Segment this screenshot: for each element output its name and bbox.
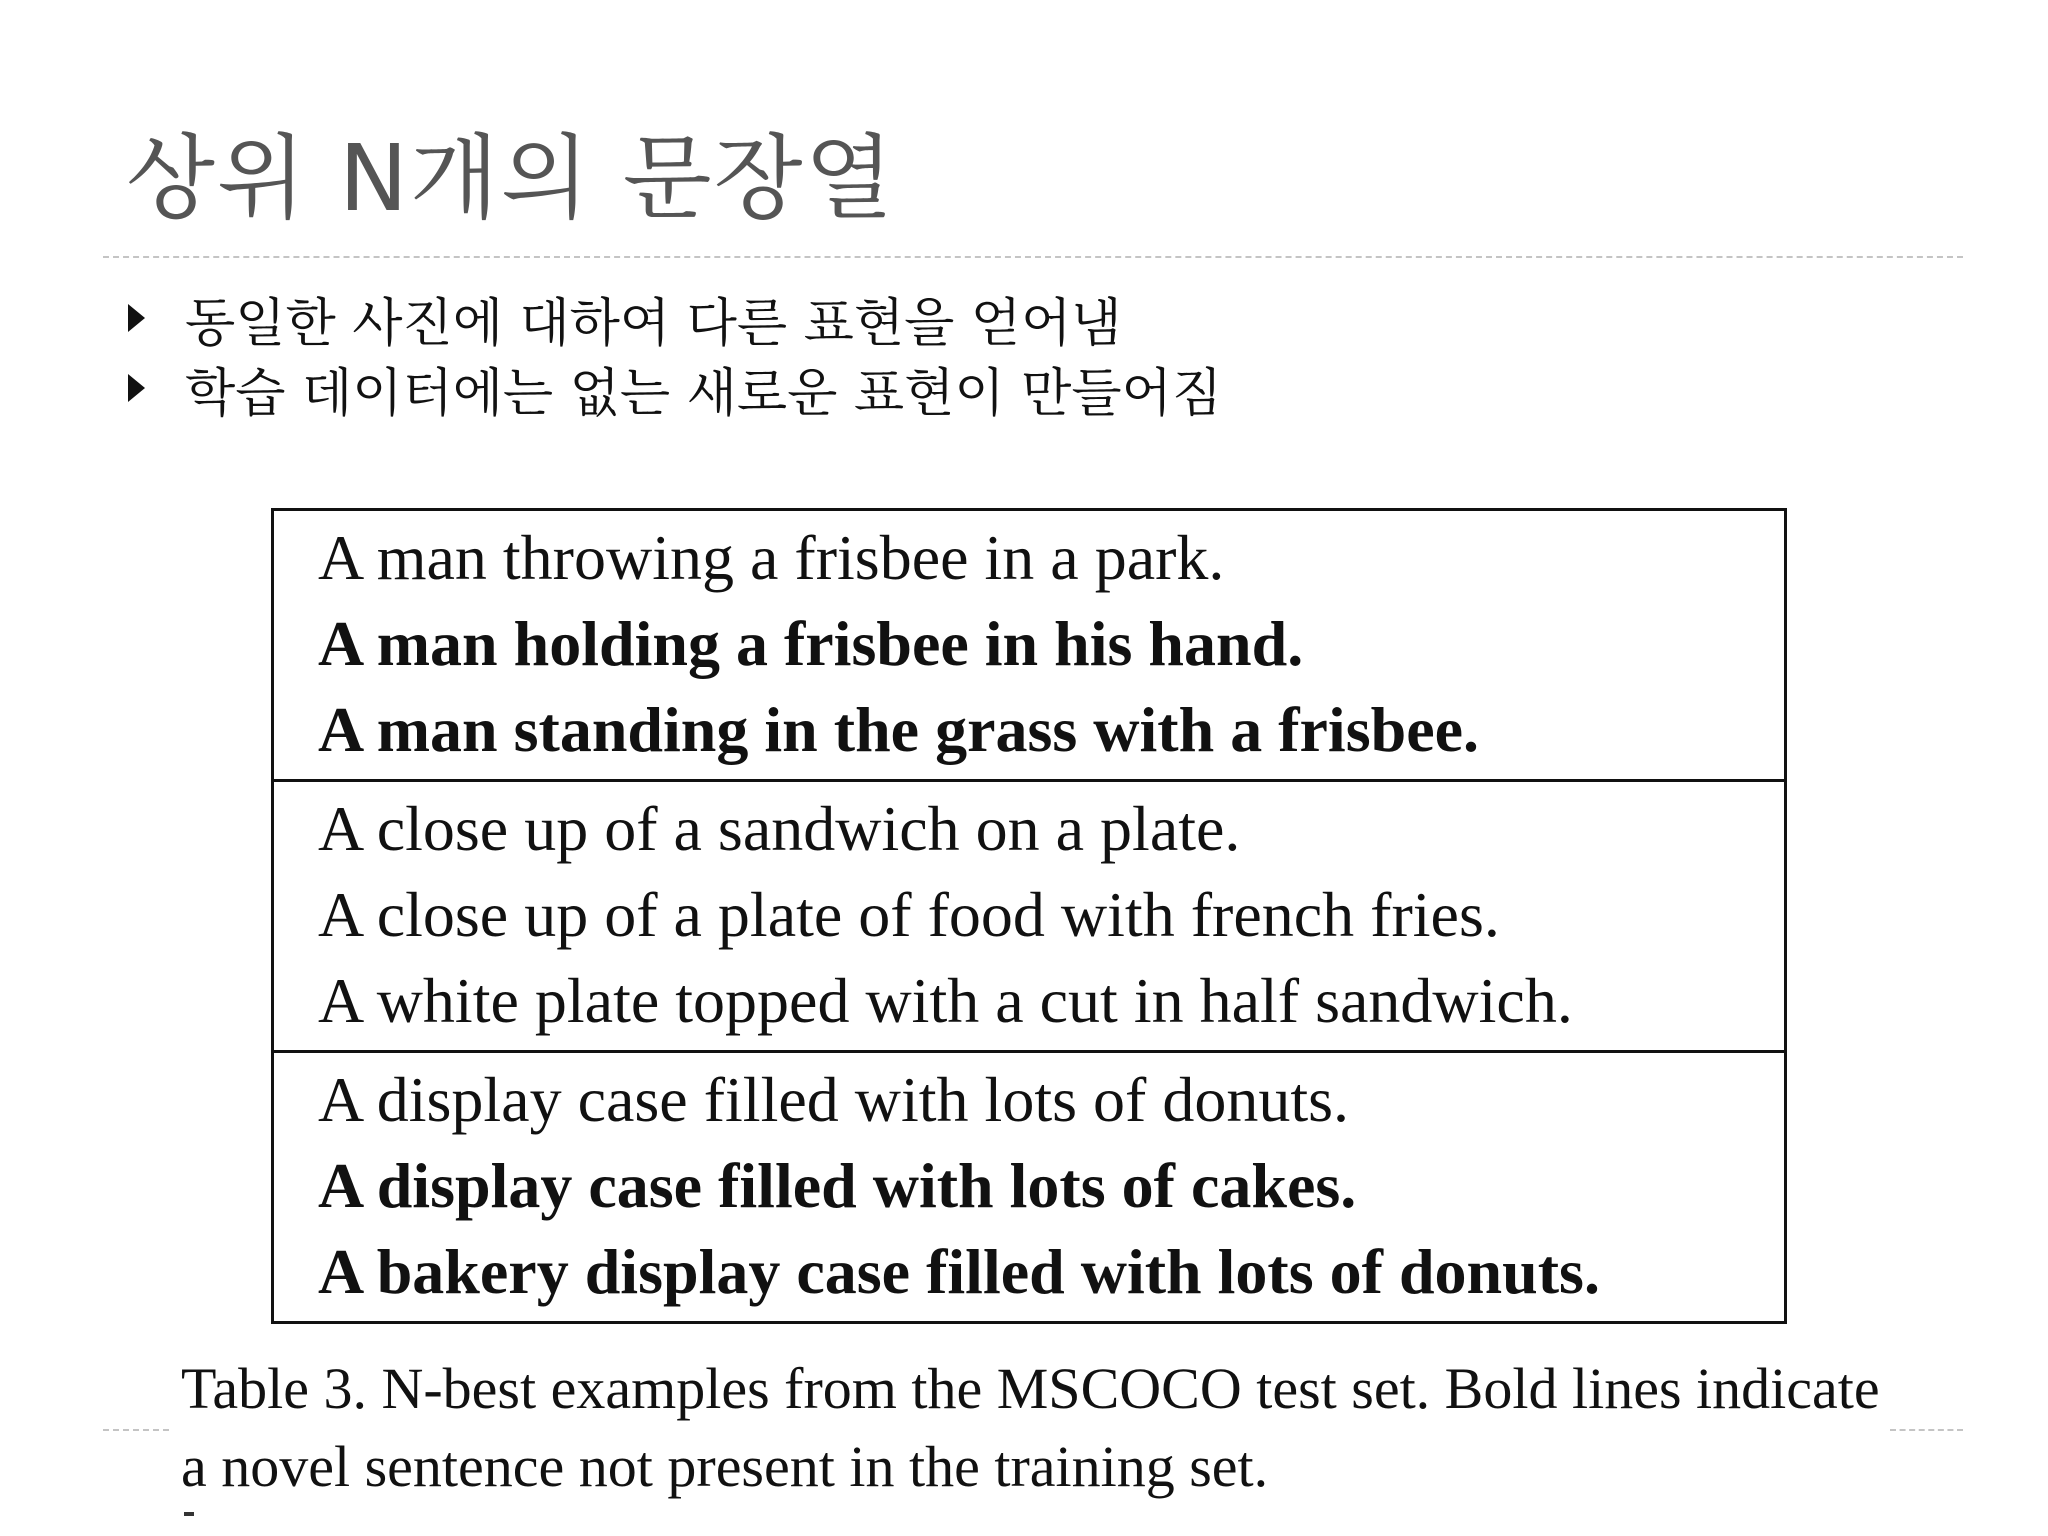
bullet-list xyxy=(126,283,1222,423)
cropped-text-fragment xyxy=(184,1512,194,1516)
example-group-donuts xyxy=(274,1053,1784,1321)
nbest-examples-table xyxy=(271,508,1787,1324)
novel-sentence: A man holding a frisbee in his hand. xyxy=(318,608,1304,679)
generated-sentence: A close up of a sandwich on a plate. xyxy=(318,793,1241,864)
generated-sentence: A man throwing a frisbee in a park. xyxy=(318,522,1225,593)
triangle-bullet-icon xyxy=(128,304,145,332)
generated-sentence: A white plate topped with a cut in half sandwich. xyxy=(318,965,1573,1036)
generated-sentence: A display case filled with lots of donuts. xyxy=(318,1064,1349,1135)
novel-sentence: A bakery display case filled with lots of donuts. xyxy=(318,1236,1600,1307)
bullet-item xyxy=(126,353,1222,423)
title-divider xyxy=(103,256,1963,258)
novel-sentence: A man standing in the grass with a frisbee. xyxy=(318,694,1479,765)
triangle-bullet-icon xyxy=(128,374,145,402)
bullet-text: 학습 데이터에는 없는 새로운 표현이 만들어짐 xyxy=(185,363,1223,424)
slide-title: 상위 N개의 문장열 xyxy=(126,125,896,232)
footer-divider-right xyxy=(1890,1429,1963,1431)
example-group-frisbee xyxy=(274,511,1784,782)
example-group-sandwich xyxy=(274,782,1784,1053)
footer-divider-left xyxy=(103,1429,169,1431)
bullet-text: 동일한 사진에 대하여 다른 표현을 얻어냄 xyxy=(185,293,1122,354)
bullet-item xyxy=(126,283,1222,353)
novel-sentence: A display case filled with lots of cakes. xyxy=(318,1150,1357,1221)
generated-sentence: A close up of a plate of food with french fries. xyxy=(318,879,1500,950)
table-caption: Table 3. N-best examples from the MSCOCO test set. Bold lines indicate a novel sentence not present in the training set. xyxy=(181,1356,1880,1499)
